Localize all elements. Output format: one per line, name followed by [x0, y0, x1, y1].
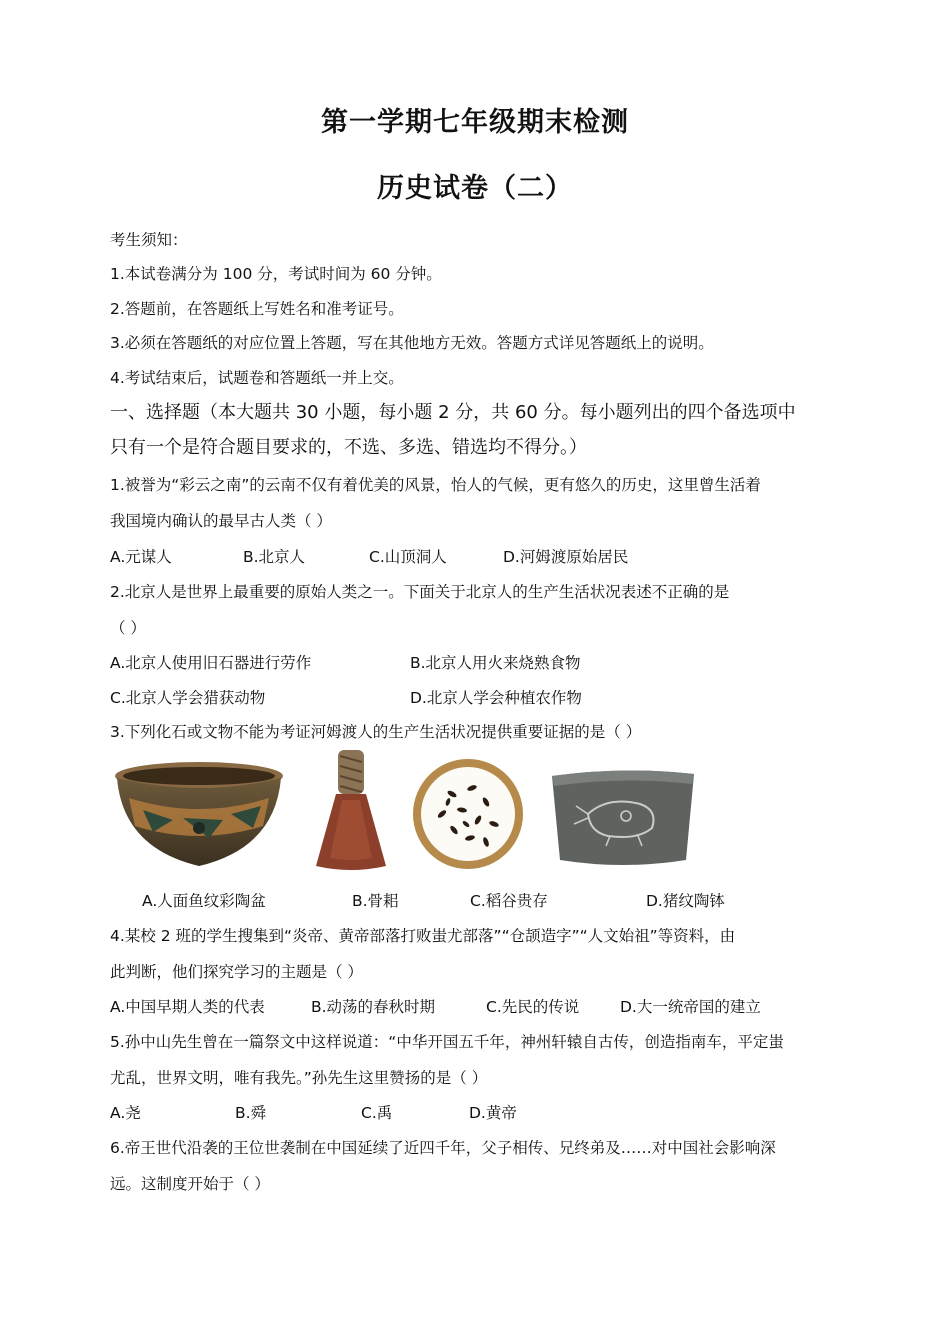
q5-option-b: B.舜	[235, 1104, 267, 1122]
q2-option-c: C.北京人学会猎获动物	[110, 689, 266, 707]
question-5-text: 5.孙中山先生曾在一篇祭文中这样说道：“中华开国五千年，神州轩辕自古传，创造指南车，平定蚩	[110, 1033, 784, 1051]
question-2-text: （ ）	[110, 619, 146, 637]
q3-option-d: D.猪纹陶钵	[646, 892, 725, 910]
exam-title: 第一学期七年级期末检测	[321, 107, 629, 138]
question-5-text: 尤乱，世界文明，唯有我先。”孙先生这里赞扬的是（ ）	[110, 1069, 488, 1087]
q5-option-a: A.尧	[110, 1104, 141, 1122]
question-3-text: 3.下列化石或文物不能为考证河姆渡人的生产生活状况提供重要证据的是（ ）	[110, 723, 642, 741]
q4-option-d: D.大一统帝国的建立	[620, 998, 761, 1016]
notice-item: 1.本试卷满分为 100 分，考试时间为 60 分钟。	[110, 265, 442, 283]
question-1-text: 1.被誉为“彩云之南”的云南不仅有着优美的风景，怡人的气候，更有悠久的历史，这里曾生活着	[110, 476, 761, 494]
question-1-text: 我国境内确认的最早古人类（ ）	[110, 512, 332, 530]
q4-option-a: A.中国早期人类的代表	[110, 998, 265, 1016]
notice-item: 4.考试结束后，试题卷和答题纸一并上交。	[110, 369, 404, 387]
q1-option-b: B.北京人	[243, 548, 306, 566]
painted-pottery-basin-image	[113, 758, 285, 870]
rice-grain-remains-image	[412, 758, 524, 870]
question-6-text: 6.帝王世代沿袭的王位世袭制在中国延续了近四千年，父子相传、兄终弟及……对中国社会影响深	[110, 1139, 776, 1157]
bone-spade-image	[312, 748, 390, 872]
q4-option-b: B.动荡的春秋时期	[311, 998, 436, 1016]
q4-option-c: C.先民的传说	[486, 998, 580, 1016]
q2-option-a: A.北京人使用旧石器进行劳作	[110, 654, 312, 672]
notice-heading: 考生须知：	[110, 231, 188, 249]
q1-option-c: C.山顶洞人	[369, 548, 447, 566]
notice-item: 3.必须在答题纸的对应位置上答题，写在其他地方无效。答题方式详见答题纸上的说明。	[110, 334, 714, 352]
q1-option-a: A.元谋人	[110, 548, 172, 566]
question-4-text: 此判断，他们探究学习的主题是（ ）	[110, 963, 363, 981]
q5-option-d: D.黄帝	[469, 1104, 517, 1122]
q2-option-d: D.北京人学会种植农作物	[410, 689, 582, 707]
notice-item: 2.答题前，在答题纸上写姓名和准考证号。	[110, 300, 404, 318]
question-6-text: 远。这制度开始于（ ）	[110, 1175, 270, 1193]
pig-pattern-pottery-bowl-image	[548, 766, 698, 868]
section-heading-cont: 只有一个是符合题目要求的，不选、多选、错选均不得分。）	[110, 437, 587, 458]
question-2-text: 2.北京人是世界上最重要的原始人类之一。下面关于北京人的生产生活状况表述不正确的是	[110, 583, 730, 601]
q3-option-b: B.骨耜	[352, 892, 399, 910]
q5-option-c: C.禹	[361, 1104, 393, 1122]
q3-option-a: A.人面鱼纹彩陶盆	[142, 892, 266, 910]
q2-option-b: B.北京人用火来烧熟食物	[410, 654, 581, 672]
q3-option-c: C.稻谷贵存	[470, 892, 548, 910]
exam-subtitle: 历史试卷（二）	[377, 173, 573, 204]
question-4-text: 4.某校 2 班的学生搜集到“炎帝、黄帝部落打败蚩尤部落”“仓颉造字”“人文始祖”等资料，由	[110, 927, 736, 945]
q1-option-d: D.河姆渡原始居民	[503, 548, 629, 566]
section-heading: 一、选择题（本大题共 30 小题，每小题 2 分，共 60 分。每小题列出的四个备选项中	[110, 402, 796, 423]
